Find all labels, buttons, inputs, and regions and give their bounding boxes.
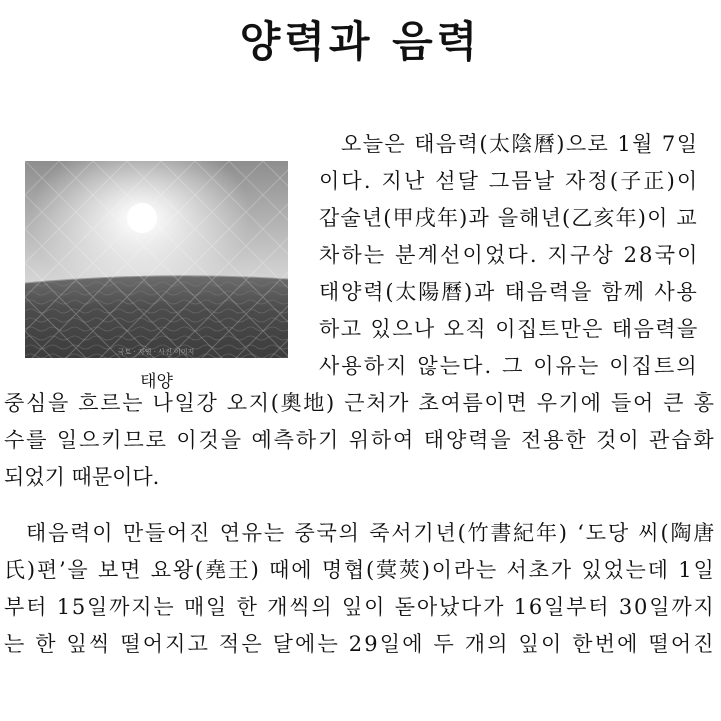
body-line-11 <box>4 516 717 550</box>
figure-caption: 태양 <box>140 372 173 392</box>
body-line-9 <box>4 423 714 457</box>
body-line-8 <box>4 386 714 420</box>
body-line-text: 갑술년(甲戌年)과 을해년(乙亥年)이 교 <box>319 206 698 230</box>
body-line-3 <box>319 201 697 235</box>
body-line-7 <box>319 349 697 383</box>
page-title: 양력과 음력 <box>239 17 482 66</box>
body-line-6 <box>319 312 697 346</box>
body-line-text: 중심을 흐르는 나일강 오지(奧地) 근처가 초여름이면 우기에 들어 큰 홍 <box>4 391 716 415</box>
body-line-4 <box>319 238 700 272</box>
body-line-text: 이다. 지난 섣달 그믐날 자정(子正)이 <box>319 169 700 193</box>
body-line-text: 부터 15일까지는 매일 한 개씩의 잎이 돋아났다가 16일부터 30일까지 <box>4 595 716 619</box>
body-line-1 <box>319 127 697 161</box>
body-line-text: 수를 일으키므로 이것을 예측하기 위하여 태양력을 전용한 것이 관습화 <box>4 428 716 452</box>
body-line-text: 氏)편’을 보면 요왕(堯王) 때에 명협(蓂莢)이라는 서초가 있었는데 1일 <box>4 558 716 582</box>
sun-figure <box>25 161 288 394</box>
body-line-text: 하고 있으나 오직 이집트만은 태음력을 <box>319 317 699 341</box>
body-line-text: 는 한 잎씩 떨어지고 적은 달에는 29일에 두 개의 잎이 한번에 떨어진 <box>4 632 716 656</box>
body-line-text: 사용하지 않는다. 그 이유는 이집트의 <box>319 354 699 378</box>
body-line-text: 태양력(太陽曆)과 태음력을 함께 사용 <box>319 280 699 304</box>
body-line-2 <box>319 164 700 198</box>
body-line-5 <box>319 275 697 309</box>
body-line-13 <box>4 590 714 624</box>
body-line-12 <box>4 553 714 587</box>
image-watermark-text: 국토 · 자연 · 사진 이미지 <box>117 348 195 356</box>
body-line-text: 오늘은 태음력(太陰曆)으로 1월 7일 <box>341 132 699 156</box>
body-line-text: 태음력이 만들어진 연유는 중국의 죽서기년(竹書紀年) ‘도당 씨(陶唐 <box>26 521 717 545</box>
body-line-text: 되었기 때문이다. <box>4 465 160 489</box>
body-line-10 <box>4 460 714 494</box>
body-line-14 <box>4 627 714 661</box>
sun-over-sea-photo <box>25 161 288 358</box>
body-line-text: 차하는 분계선이었다. 지구상 28국이 <box>319 243 700 267</box>
